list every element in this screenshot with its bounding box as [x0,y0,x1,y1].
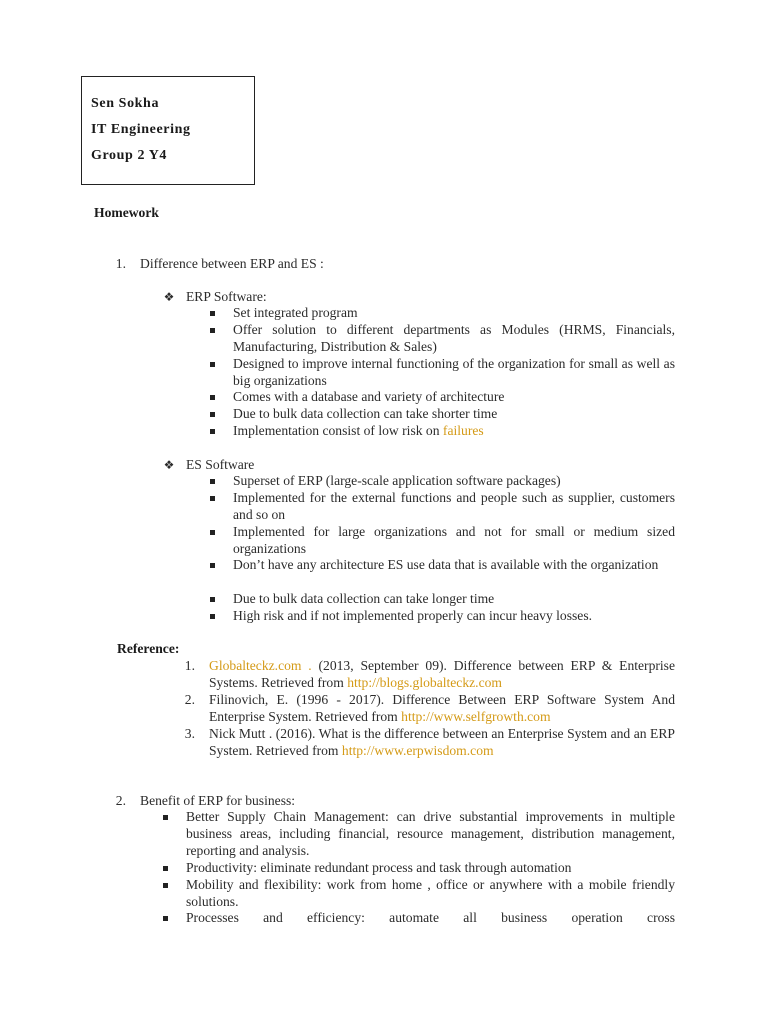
section2-title: Benefit of ERP for business: [140,793,296,808]
reference-number: 1. [184,658,195,673]
erp-bullet: Due to bulk data collection can take shorter time [233,406,498,421]
square-bullet-icon [210,395,215,400]
reference-url-link[interactable]: http://www.erpwisdom.com [341,742,494,758]
reference-item [209,658,675,692]
reference-label: Reference: [117,641,180,656]
square-bullet-icon [210,479,215,484]
section2-number: 2. [115,793,126,808]
reference-url-link[interactable]: http://www.selfgrowth.com [401,708,551,724]
diamond-bullet-icon: ❖ [163,458,175,472]
es-heading: ES Software [186,457,255,472]
square-bullet-icon [163,866,168,871]
erp-bullet: Set integrated program [233,305,358,320]
globalteckz-link[interactable]: Globalteckz.com . [209,658,312,673]
es-bullet: Implemented for the external functions and people such as supplier, customers and so on [233,490,675,522]
reference-text: (2013, September 09). Difference between ERP & Enterprise Systems. Retrieved from [209,658,675,690]
erp-bullet: Offer solution to different departments as Modules (HRMS, Financials, Manufacturing, Distribution & Sales) [233,322,675,354]
section1-number: 1. [115,256,126,271]
square-bullet-icon [210,563,215,568]
benefit-bullet: Better Supply Chain Management: can drive substantial improvements in multiple business areas, including financial, resource management, distribution management, reporting and analysis. [186,809,675,858]
student-group: Group 2 Y4 [91,148,168,163]
reference-number: 2. [184,692,195,707]
square-bullet-icon [163,916,168,921]
student-info-box [81,76,255,185]
diamond-bullet-icon: ❖ [163,290,175,304]
reference-number: 3. [184,726,195,741]
section1-title: Difference between ERP and ES : [140,256,324,271]
square-bullet-icon [210,614,215,619]
reference-text: Filinovich, E. (1996 - 2017). Difference Between ERP Software System And Enterprise System. Retrieved from [209,692,675,724]
square-bullet-icon [163,815,168,820]
erp-bullet-text: Implementation consist of low risk on [233,423,443,438]
reference-item [209,692,675,726]
es-bullet: Don’t have any architecture ES use data that is available with the organization [233,557,659,572]
square-bullet-icon [210,328,215,333]
square-bullet-icon [210,362,215,367]
es-bullet: Superset of ERP (large-scale application software packages) [233,473,561,488]
reference-item [209,726,675,760]
square-bullet-icon [163,883,168,888]
square-bullet-icon [210,429,215,434]
square-bullet-icon [210,412,215,417]
benefit-bullet: Mobility and flexibility: work from home , office or anywhere with a mobile friendly solutions. [186,877,675,909]
reference-url-link[interactable]: http://blogs.globalteckz.com [347,674,502,690]
square-bullet-icon [210,530,215,535]
erp-heading: ERP Software: [186,289,267,304]
reference-text: Nick Mutt . (2016). What is the difference between an Enterprise System and an ERP System. Retrieved from [209,726,675,758]
student-department: IT Engineering [91,122,191,137]
homework-label: Homework [94,205,159,220]
benefit-bullet: Productivity: eliminate redundant process and task through automation [186,860,572,875]
failures-link[interactable]: failures [442,423,484,438]
square-bullet-icon [210,311,215,316]
es-bullet: Implemented for large organizations and not for small or medium sized organizations [233,524,675,556]
es-bullet: High risk and if not implemented properly can incur heavy losses. [233,608,593,623]
erp-bullet: Comes with a database and variety of architecture [233,389,505,404]
erp-bullet: Designed to improve internal functioning of the organization for small as well as big organizations [233,356,675,388]
square-bullet-icon [210,597,215,602]
erp-bullet [233,423,484,440]
benefit-bullet: Processes and efficiency: automate all business operation cross [186,910,675,925]
square-bullet-icon [210,496,215,501]
student-name: Sen Sokha [91,96,160,111]
es-bullet: Due to bulk data collection can take longer time [233,591,495,606]
